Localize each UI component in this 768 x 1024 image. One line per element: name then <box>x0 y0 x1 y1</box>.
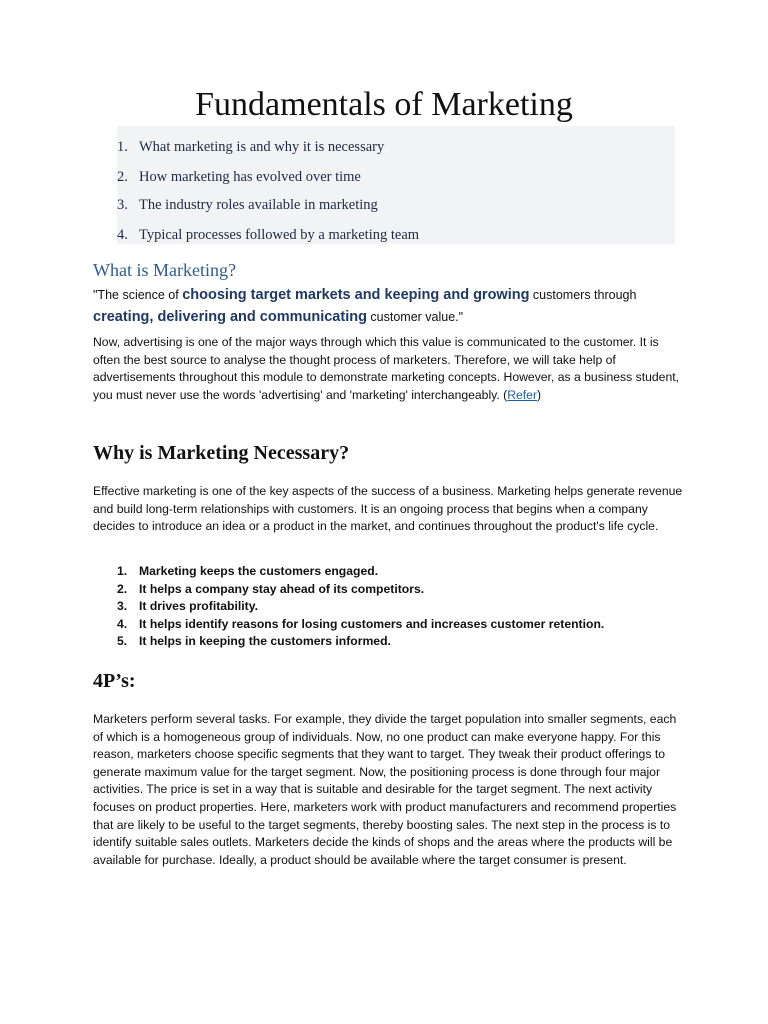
table-of-contents <box>117 126 675 244</box>
marketing-definition-quote: "The science of choosing target markets and keeping and growing customers through creating, delivering and communicating customer value." <box>93 287 637 325</box>
quote-emphasis: choosing target markets and keeping and growing <box>182 287 530 303</box>
toc-item-number: 4. <box>117 227 128 243</box>
quote-emphasis: creating, delivering and communicating <box>93 309 367 325</box>
page-title: Fundamentals of Marketing <box>195 86 573 123</box>
section-heading-why-necessary: Why is Marketing Necessary? <box>93 442 350 464</box>
toc-item-number: 1. <box>117 139 128 155</box>
document-page: Fundamentals of Marketing 1. What marketing is and why it is necessary 2. How marketing has evolved over time 3. The industry roles available in marketing 4. Typical processes followed by a marketing team What is Marketing? "The science of choosing target markets and keeping and growing customers through creating, delivering and communicating customer value." Now, advertising is one of the major ways through which this value is communicated to the customer. It is often the best source to analyse the thought process of marketers. Therefore, we will take help of advertisements throughout this module to demonstrate marketing concepts. However, as a business student, you must never use the words 'advertising' and 'marketing' interchangeably. (Refer) Why is Marketing Necessary? Effective marketing is one of the key aspects of the success of a business. Marketing helps generate revenue and build long-term relationships with customers. It is an ongoing process that begins when a company decides to introduce an idea or a product in the market, and continues throughout the product's life cycle. 1. Marketing keeps the customers engaged. 2. It helps a company stay ahead of its competitors. 3. It drives profitability. 4. It helps identify reasons for losing customers and increases customer retention. 5. It helps in keeping the customers informed. 4P’s: Marketers perform several tasks. For example, they divide the target population into smaller segments, each of which is a homogeneous group of individuals. Now, no one product can make everyone happy. For this reason, marketers choose specific segments that they want to target. They tweak their product offerings to generate maximum value for the target segment. Now, the positioning process is done through four major activities. The price is set in a way that is suitable and desirable for the target segment. The next activity focuses on product properties. Here, marketers work with product manufacturers and recommend properties that are likely to be useful to the target segments, thereby boosting sales. The next step in the process is to identify suitable sales outlets. Marketers decide the kinds of shops and the areas where the products will be available for purchase. Ideally, a product should be available where the target consumer is present. <box>0 0 768 1024</box>
toc-item-text: What marketing is and why it is necessary <box>139 139 385 155</box>
toc-item-number: 3. <box>117 197 128 213</box>
refer-link[interactable]: Refer <box>507 387 538 402</box>
toc-item-text: The industry roles available in marketing <box>139 197 378 213</box>
section-heading-what-is-marketing: What is Marketing? <box>93 260 236 280</box>
section-paragraph-4ps: Marketers perform several tasks. For example, they divide the target population into smaller segments, each of which is a homogeneous group of individuals. Now, no one product can make everyone happy. For this reason, marketers choose specific segments that they want to target. They tweak their product offerings to generate maximum value for the target segment. Now, the positioning process is done through four major activities. The price is set in a way that is suitable and desirable for the target segment. The next activity focuses on product properties. Here, marketers work with product manufacturers and recommend properties that are likely to be useful to the target segments, thereby boosting sales. The next step in the process is to identify suitable sales outlets. Marketers decide the kinds of shops and the areas where the products will be available for purchase. Ideally, a product should be available where the target consumer is present. <box>93 712 677 867</box>
toc-item-number: 2. <box>117 169 128 185</box>
section-heading-4ps: 4P’s: <box>93 670 136 692</box>
toc-item-text: How marketing has evolved over time <box>139 169 361 185</box>
toc-item-text: Typical processes followed by a marketing team <box>139 227 420 243</box>
section-paragraph-advertising: Now, advertising is one of the major ways through which this value is communicated to the customer. It is often the best source to analyse the thought process of marketers. Therefore, we will take help of advertisements throughout this module to demonstrate marketing concepts. However, as a business student, you must never use the words 'advertising' and 'marketing' interchangeably. (Refer) <box>93 335 679 402</box>
section-paragraph-effective-marketing: Effective marketing is one of the key aspects of the success of a business. Marketing helps generate revenue and build long-term relationships with customers. It is an ongoing process that begins when a company decides to introduce an idea or a product in the market, and continues throughout the product's life cycle. <box>93 484 683 534</box>
